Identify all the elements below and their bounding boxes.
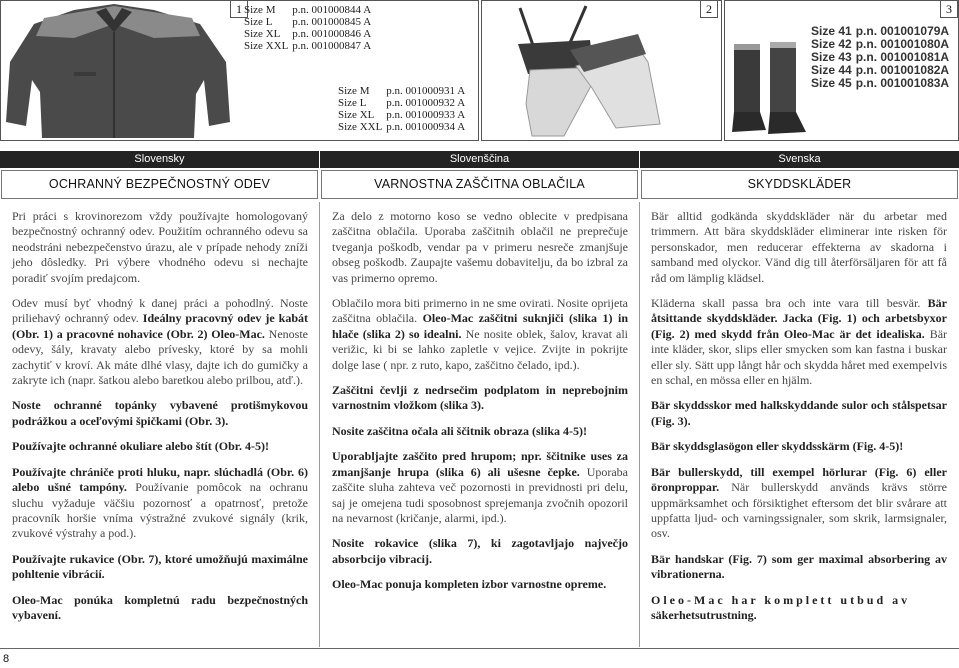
size-row [244, 40, 375, 52]
size-label: Size 44 [811, 63, 852, 77]
size-label: Size 45 [811, 76, 852, 90]
size-row [244, 4, 375, 16]
paragraph: Bär alltid godkända skyddskläder när du arbetar med trimmern. Att bära skyddskläder eliminerar inte risken för personskador, men reducerar effekterna av skadorna i samband med olyckor. Vänd dig till återförsäljaren för att få råd om lämplig klädsel. [651, 209, 947, 285]
paragraph [12, 296, 308, 388]
text-span: Kläderna skall passa bra och inte vara till besvär. [651, 296, 921, 311]
size-row [811, 77, 953, 90]
size-row [244, 16, 375, 28]
size-label: Size 43 [811, 50, 852, 64]
size-label: Size XXL [338, 121, 383, 133]
paragraph [12, 593, 308, 624]
language-band-swedish: Svenska [640, 151, 959, 168]
text-column-slovenian [332, 209, 628, 603]
text-column-swedish [651, 209, 947, 633]
bold-text: Oleo-Mac ponúka kompletnú radu bezpečnostných vybavení. [12, 592, 308, 622]
part-number: p.n. 001001080A [855, 37, 950, 51]
paragraph [332, 296, 628, 373]
size-label: Size XL [244, 28, 281, 40]
paragraph [332, 383, 628, 414]
part-number: p.n. 001000931 A [386, 85, 466, 97]
part-number: p.n. 001001082A [855, 63, 950, 77]
bold-text: Nosite zaščitna očala ali ščitnik obraza (slika 4-5)! [332, 423, 587, 438]
paragraph [12, 398, 308, 429]
paragraph [651, 296, 947, 388]
bold-text: Používajte ochranné okuliare alebo štít (Obr. 4-5)! [12, 439, 269, 454]
paragraph [12, 465, 308, 542]
text-span: När bullerskydd används krävs större uppmärksamhet och försiktighet eftersom det blir svårare att uppfatta ljud- och varningssignaler, som skrik, larmsignaler, osv. [651, 480, 948, 541]
paragraph [332, 577, 628, 592]
figure-number-3: 3 [940, 0, 958, 18]
figure-number-2: 2 [700, 0, 718, 18]
size-label: Size XL [338, 109, 375, 121]
text-span: Ne nosite oblek, šalov, kravat ali verižic, ki bi se lahko zapletle v vejice. Zvijte in pokrijte dolge lase ( npr. z ruto, kapo, zaščitno čelado, ipd.). [332, 326, 629, 372]
paragraph [12, 552, 308, 583]
jacket-size-list [244, 4, 375, 52]
trousers-size-list [338, 85, 469, 133]
paragraph [651, 593, 947, 624]
figure-number-1: 1 [230, 0, 248, 18]
language-band-slovak: Slovensky [0, 151, 319, 168]
bold-text: säkerhetsutrustning. [651, 607, 757, 622]
bold-text: Používajte chrániče proti hluku, napr. slúchadlá (Obr. 6) alebo ušné tampóny. [12, 464, 308, 495]
column-divider [639, 202, 640, 647]
section-heading-swedish: SKYDDSKLÄDER [641, 170, 958, 199]
text-span: Používanie pomôcok na ochranu sluchu vyžaduje väčšiu pozornosť a opatrnosť, pretože pracovník horšie vníma výstražné zvukové signály (krik, zvukové výstrahy a pod.). [12, 480, 308, 541]
safety-boots-image [730, 38, 808, 138]
paragraph [651, 439, 947, 454]
paragraph [651, 552, 947, 583]
size-label: Size XXL [244, 40, 289, 52]
page-number: 8 [3, 653, 10, 665]
paragraph [12, 439, 308, 454]
size-label: Size 41 [811, 24, 852, 38]
paragraph [332, 536, 628, 567]
part-number: p.n. 001000933 A [386, 109, 466, 121]
part-number: p.n. 001000847 A [292, 40, 372, 52]
size-row [338, 97, 469, 109]
part-number: p.n. 001001083A [855, 76, 950, 90]
column-divider [319, 202, 320, 647]
bold-text: Oleo-Mac har komplett utbud av [651, 592, 911, 607]
text-column-slovak [12, 209, 308, 633]
text-span: Oblačilo mora biti primerno in ne sme ovirati. Nosite oprijeta zaščitna oblačila. [332, 296, 628, 326]
boot-size-list [811, 25, 953, 90]
bold-text: Zaščitni čevlji z nedrsečim podplatom in neprebojnim varnostnim vložkom (slika 3). [332, 383, 628, 413]
protective-trousers-image [488, 4, 678, 138]
text-span: Odev musí byť vhodný k danej práci a pohodlný. Noste priliehavý ochranný odev. [12, 296, 308, 326]
protective-jacket-image [4, 2, 232, 139]
size-label: Size L [244, 16, 273, 28]
bold-text: Uporabljajte zaščito pred hrupom; npr. ščitnike uses za zmanjšanje hrupa (slika 6) ali ušesne čepke. [332, 449, 628, 479]
part-number: p.n. 001000932 A [386, 97, 466, 109]
bold-text: Bär handskar (Fig. 7) som ger maximal absorbering av vibrationerna. [651, 551, 947, 582]
size-label: Size L [338, 97, 367, 109]
paragraph: Pri práci s krovinorezom vždy používajte homologovaný bezpečnostný ochranný odev. Použitím ochranného odevu sa neodstráni nebezpečenstvo úrazu, ale v prípade nehody zníži jeho dôsledky. Pri výbere vhodného odevu si nechajte poradiť svojím predajcom. [12, 209, 308, 285]
paragraph [332, 424, 628, 439]
text-span: Uporaba zaščite sluha zahteva več pozornosti in previdnosti pri delu, saj je omejena tudi sposobnost sprejemanja zvočnih opozoril na nevarnost (kričanje, alarmi, ipd.). [332, 464, 629, 525]
part-number: p.n. 001000934 A [386, 121, 466, 133]
paragraph [651, 398, 947, 429]
bold-text: Bär bullerskydd, till exempel hörlurar (Fig. 6) eller öronproppar. [651, 464, 947, 495]
size-row [338, 85, 469, 97]
part-number: p.n. 001000844 A [292, 4, 372, 16]
size-label: Size 42 [811, 37, 852, 51]
bold-text: Oleo-Mac ponuja kompleten izbor varnostne opreme. [332, 577, 607, 592]
bold-text: Používajte rukavice (Obr. 7), ktoré umožňujú maximálne pohltenie vibrácií. [12, 551, 308, 582]
size-row [338, 121, 469, 133]
part-number: p.n. 001000846 A [292, 28, 372, 40]
text-span: Bär inte kläder, skor, slips eller smycken som kan fastna i buskar eller sly. Sätt upp långt hår och skydda håret med exempelvis en schal, en mössa eller en hjälm. [651, 326, 948, 388]
size-label: Size M [338, 85, 370, 97]
language-band-slovenian: Slovenščina [320, 151, 639, 168]
section-heading-slovak: OCHRANNÝ BEZPEČNOSTNÝ ODEV [1, 170, 318, 199]
bold-text: Bär skyddsskor med halkskyddande sulor och stålspetsar (Fig. 3). [651, 398, 947, 428]
size-row [338, 109, 469, 121]
bold-text: Ideálny pracovný odev je kabát (Obr. 1) a pracovné nohavice (Obr. 2) Oleo-Mac. [12, 311, 309, 341]
size-row [244, 28, 375, 40]
part-number: p.n. 001001079A [855, 24, 950, 38]
part-number: p.n. 001000845 A [292, 16, 372, 28]
paragraph: Za delo z motorno koso se vedno oblecite v predpisana zaščitna oblačila. Uporaba zaščitnih oblačil ne preprečuje tveganja poškodb, vendar pa v primeru nesreče zmanjšuje obseg poškodb. Zaupajte vašemu dobavitelju, da bo izbral za vas primerno opremo. [332, 209, 628, 285]
footer-rule [0, 648, 959, 649]
bold-text: Bär åtsittande skyddskläder. Jacka (Fig. 1) och arbetsbyxor (Fig. 2) med skydd från Oleo-Mac är det idealiska. [651, 296, 948, 341]
bold-text: Oleo-Mac zaščitni suknjiči (slika 1) in hlače (slika 2) so idealni. [332, 311, 629, 341]
bold-text: Noste ochranné topánky vybavené protišmykovou podrážkou a oceľovými špičkami (Obr. 3). [12, 398, 308, 428]
paragraph [332, 449, 628, 526]
section-heading-slovenian: VARNOSTNA ZAŠČITNA OBLAČILA [321, 170, 638, 199]
text-span: Nenoste odevy, šály, kravaty alebo prívesky, ktoré by sa mohli zachytiť v kroví. Ak máte dlhé vlasy, dajte ich do gumičky a zakryte ich (napr. šatkou alebo baretkou alebo prilbou, atď.). [12, 326, 308, 388]
paragraph [651, 465, 947, 542]
part-number: p.n. 001001081A [855, 50, 950, 64]
bold-text: Nosite rokavice (slika 7), ki zagotavljajo največjo absorbcijo vibracij. [332, 536, 628, 566]
bold-text: Bär skyddsglasögon eller skyddsskärm (Fig. 4-5)! [651, 439, 904, 454]
size-label: Size M [244, 4, 276, 16]
